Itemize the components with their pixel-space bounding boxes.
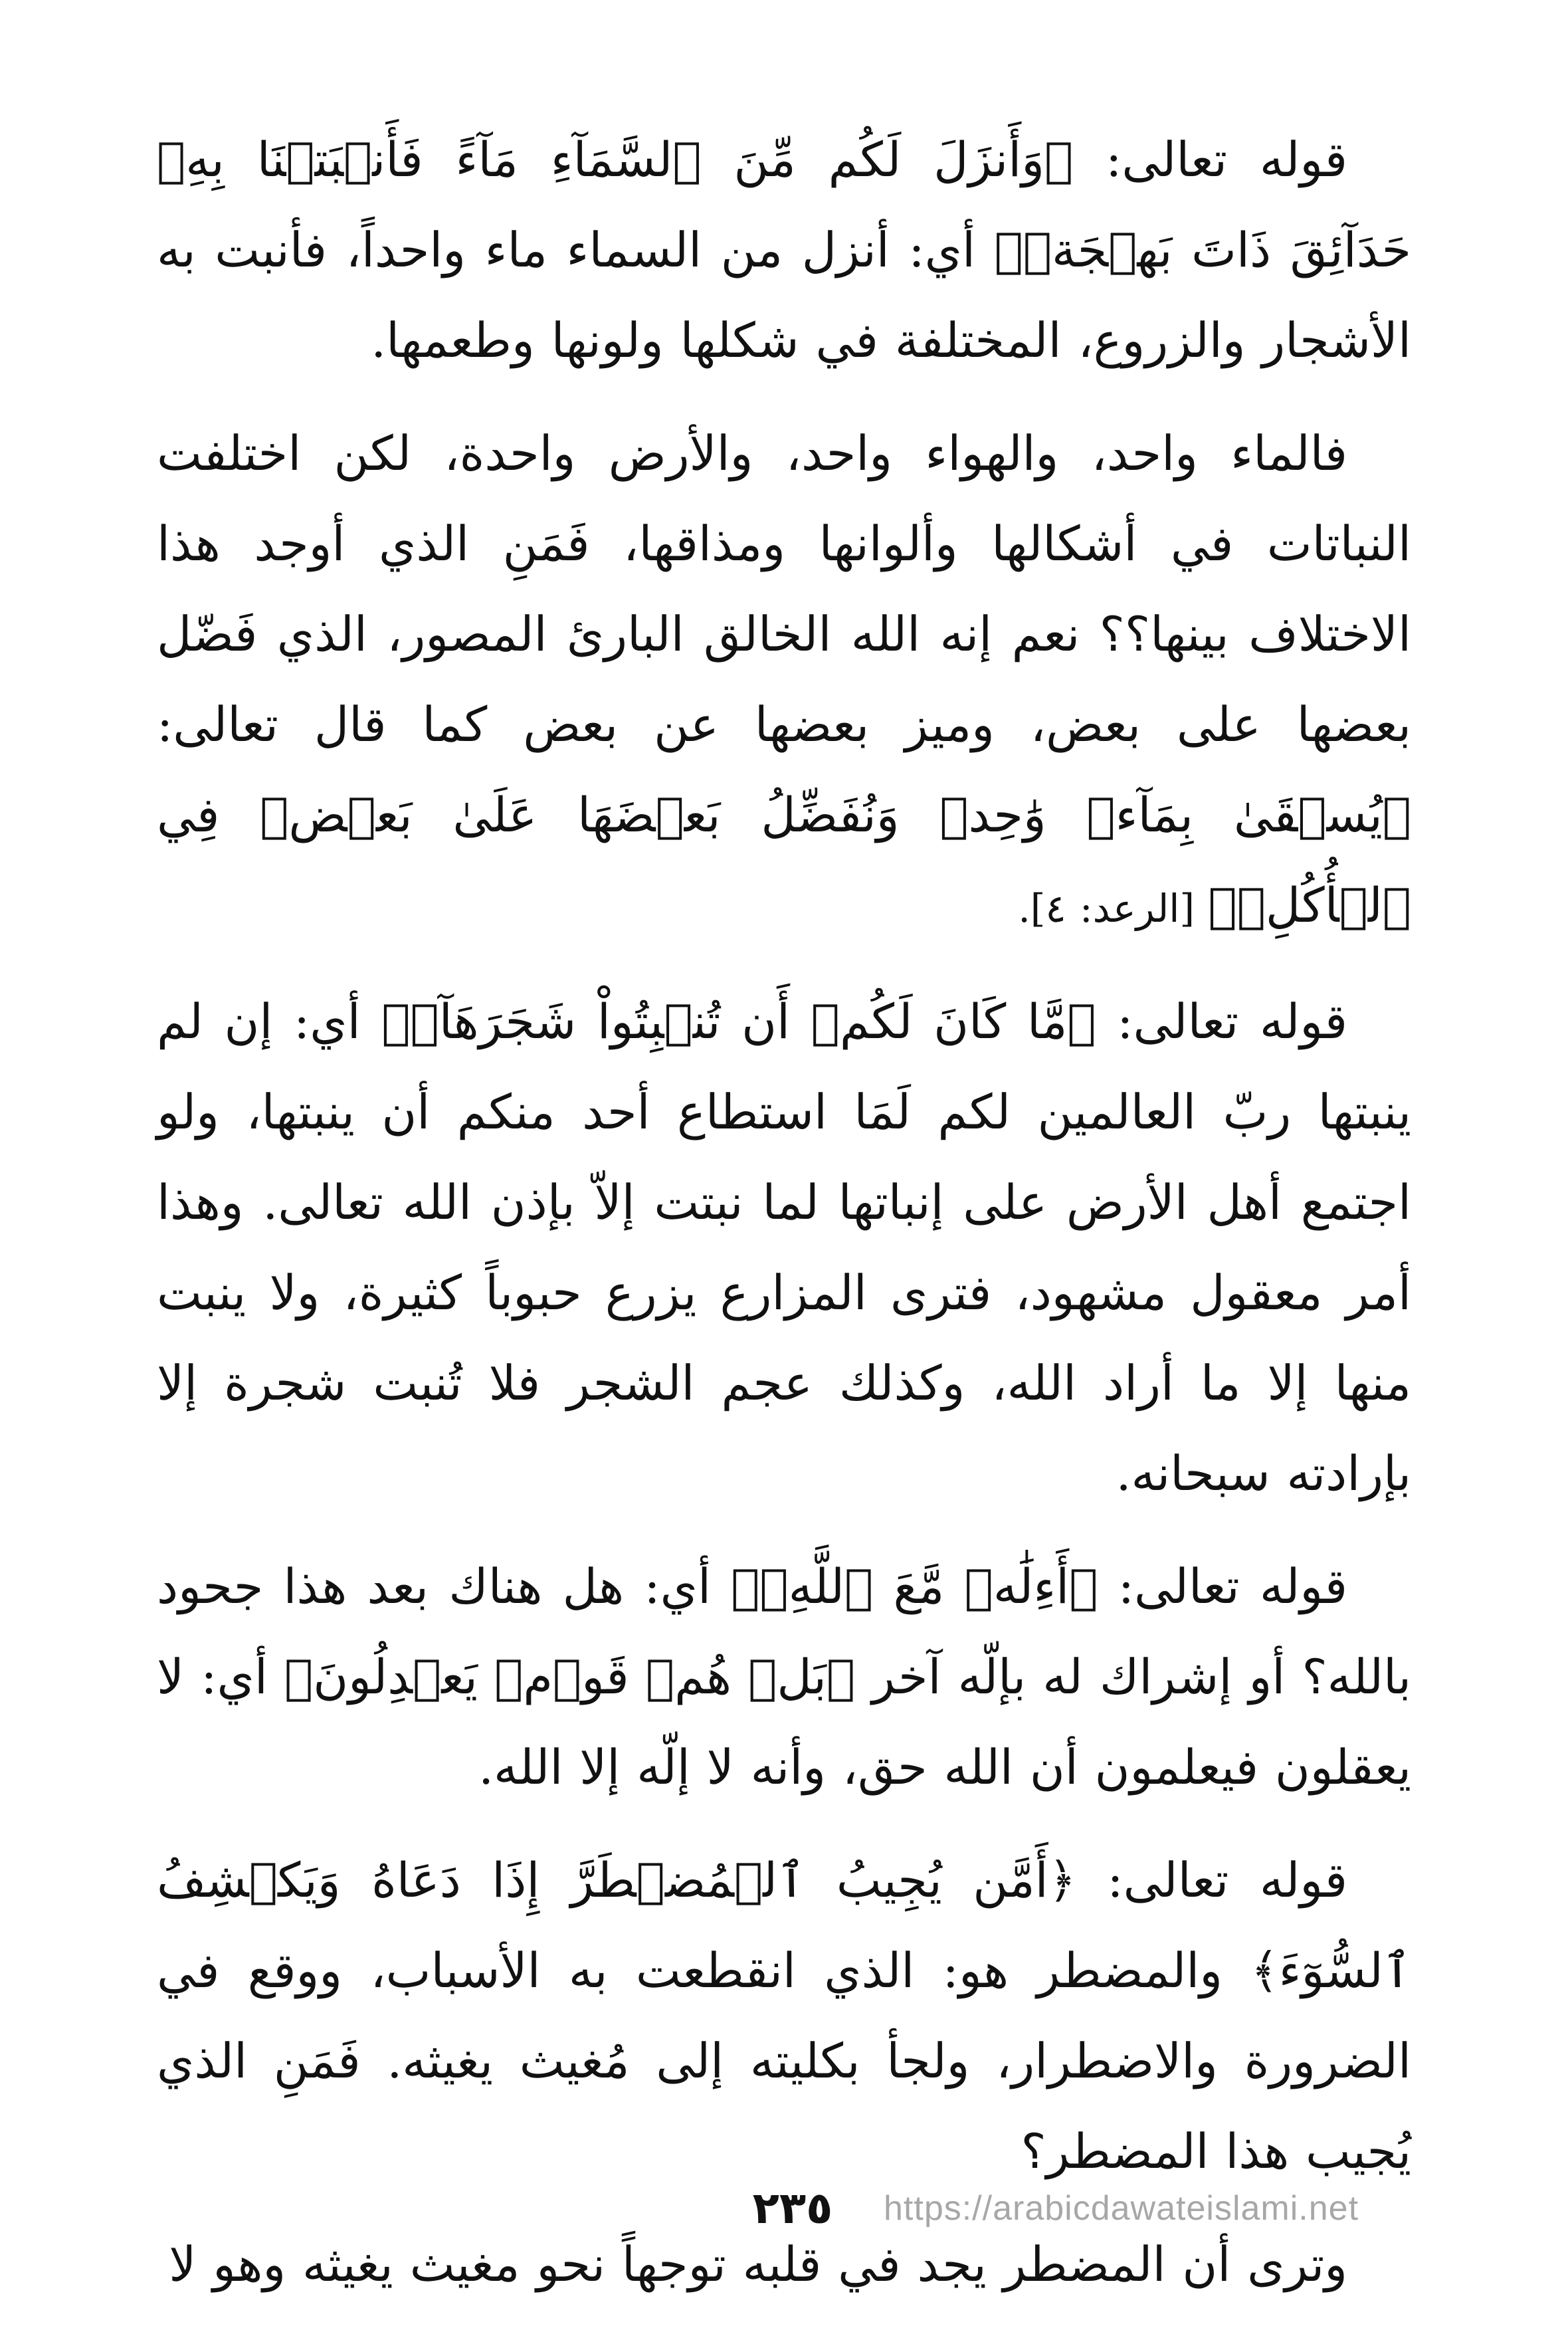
paragraph-6-text: وترى أن المضطر يجد في قلبه توجهاً نحو مغيث يغيثه وهو لا (169, 2236, 1347, 2292)
surah-reference: [الرعد: ٤]. (1018, 886, 1209, 931)
paragraph-2 (157, 408, 1411, 954)
paragraph-5-text: قوله تعالى: (1076, 1852, 1348, 1908)
paragraph-3-text: قوله تعالى: (1096, 994, 1347, 1049)
paragraph-3-commentary: أي: إن لم ينبتها ربّ العالمين لكم لَمَا استطاع أحد منكم أن ينبتها، ولو اجتمع أهل الأرض على إنباتها لما نبتت إلاّ بإذن الله تعالى. وهذا أمر معقول مشهود، فترى المزارع يزرع حبوباً كثيرة، ولا ينبت منها إلا ما أراد الله، وكذلك عجم الشجر فلا تُنبت شجرة إلا بإرادته سبحانه. (157, 994, 1411, 1501)
paragraph-1 (157, 114, 1411, 385)
page-number: ٢٣٥ (752, 2182, 833, 2234)
quran-verse-4: ﴿أَءِلَٰهٞ مَّعَ ٱللَّهِۚ﴾ (731, 1558, 1098, 1614)
quran-verse-1: ﴿وَأَنزَلَ لَكُم مِّنَ ٱلسَّمَآءِ مَآءً فَأَنۢبَتۡنَا بِهِۦ حَدَآئِقَ ذَاتَ بَهۡجَةٖ﴾ (157, 132, 1411, 278)
paragraph-4 (157, 1541, 1411, 1812)
paragraph-4-commentary-1: أي: هل هناك بعد هذا جحود بالله؟ أو إشراك له بإلّه آخر (157, 1558, 1412, 1705)
body-text (157, 114, 1411, 2332)
website-url[interactable]: https://arabicdawateislami.net (884, 2189, 1359, 2228)
quran-verse-2: ﴿يُسۡقَىٰ بِمَآءٖ وَٰحِدٖ وَنُفَضِّلُ بَعۡضَهَا عَلَىٰ بَعۡضٖ فِي ٱلۡأُكُلِۚ﴾ (157, 787, 1411, 933)
paragraph-1-text: قوله تعالى: (1073, 132, 1348, 187)
quran-verse-5: ﴿بَلۡ هُمۡ قَوۡمٞ يَعۡدِلُونَ﴾ (284, 1649, 856, 1705)
page-footer (0, 2172, 1568, 2245)
paragraph-1-commentary: أي: أنزل من السماء ماء واحداً، فأنبت به الأشجار والزروع، المختلفة في شكلها ولونها وطعمها. (157, 222, 1411, 368)
paragraph-3 (157, 976, 1411, 1519)
quran-verse-3: ﴿مَّا كَانَ لَكُمۡ أَن تُنۢبِتُواْ شَجَرَهَآۗ﴾ (381, 994, 1096, 1049)
paragraph-5 (157, 1835, 1411, 2196)
paragraph-4-text: قوله تعالى: (1098, 1558, 1348, 1614)
paragraph-4-commentary-2: أي: لا يعقلون فيعلمون أن الله حق، وأنه لا إلّه إلا الله. (157, 1649, 1411, 1795)
paragraph-2-text: فالماء واحد، والهواء واحد، والأرض واحدة، لكن اختلفت النباتات في أشكالها وألوانها ومذاقها، فَمَنِ الذي أوجد هذا الاختلاف بينها؟؟ نعم إنه الله الخالق البارئ المصور، الذي فَضّل بعضها على بعض، وميز بعضها عن بعض كما قال تعالى: (157, 425, 1412, 752)
quran-verse-6: ﴿أَمَّن يُجِيبُ ٱلۡمُضۡطَرَّ إِذَا دَعَاهُ وَيَكۡشِفُ ٱلسُّوٓءَ﴾ (157, 1852, 1411, 1998)
paragraph-5-commentary: والمضطر هو: الذي انقطعت به الأسباب، ووقع في الضرورة والاضطرار، ولجأ بكليته إلى مُغيث يغيثه. فَمَنِ الذي يُجيب هذا المضطر؟ (157, 1943, 1411, 2179)
